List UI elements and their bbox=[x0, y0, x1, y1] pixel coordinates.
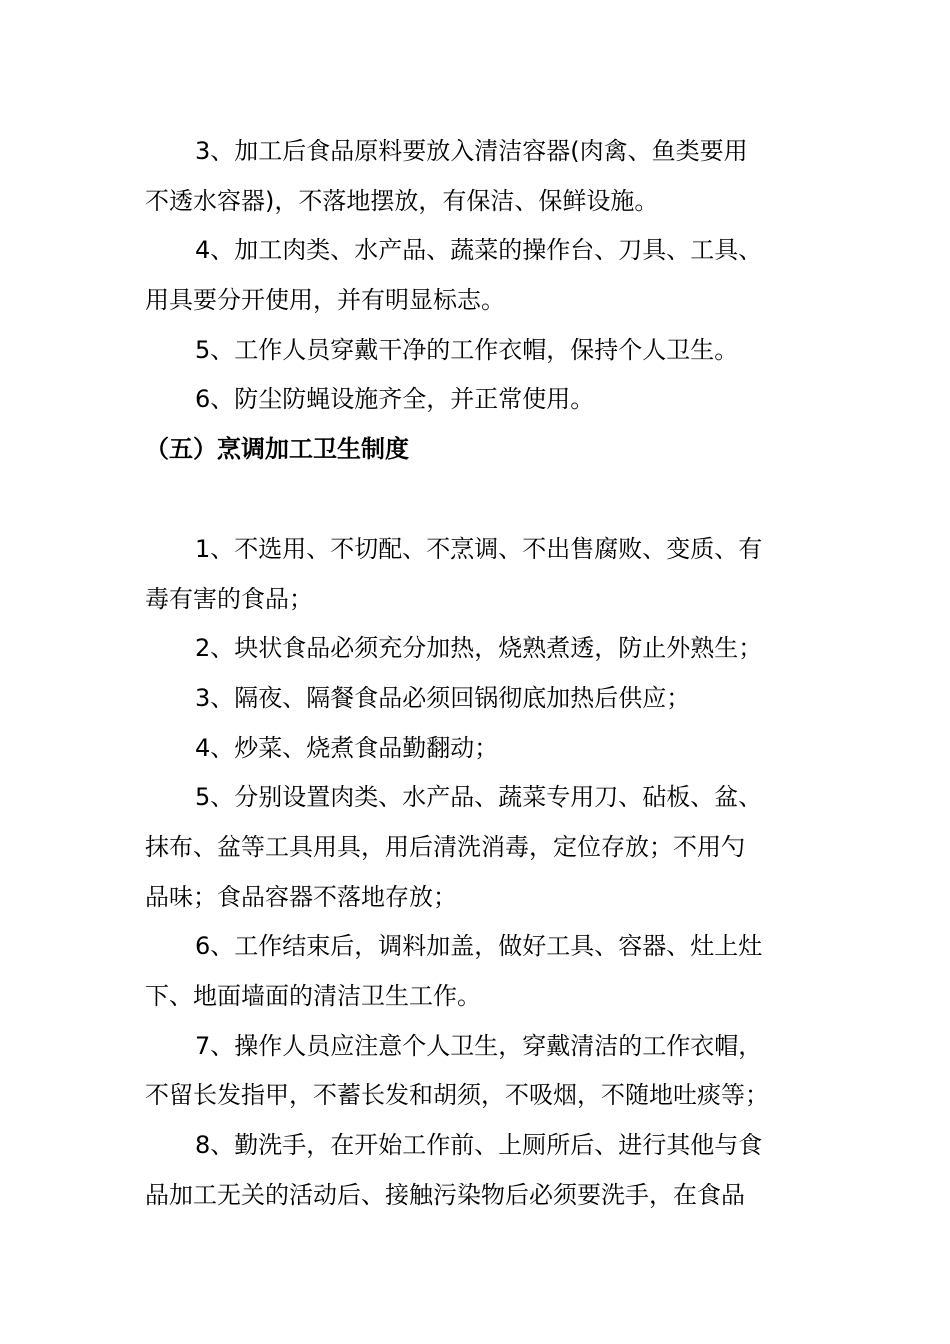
rule-3-line-1: 3、隔夜、隔餐食品必须回锅彻底加热后供应； bbox=[195, 684, 691, 712]
item-5-line-1: 5、工作人员穿戴干净的工作衣帽，保持个人卫生。 bbox=[195, 336, 739, 364]
rule-8-line-2: 品加工无关的活动后、接触污染物后必须要洗手，在食品 bbox=[145, 1181, 745, 1209]
rule-5-line-1: 5、分别设置肉类、水产品、蔬菜专用刀、砧板、盆、 bbox=[195, 783, 763, 811]
rule-4-line-1: 4、炒菜、烧煮食品勤翻动； bbox=[195, 734, 499, 762]
rule-6-line-1: 6、工作结束后，调料加盖，做好工具、容器、灶上灶 bbox=[195, 932, 763, 960]
rule-5-line-2: 抹布、盆等工具用具，用后清洗消毒，定位存放；不用勺 bbox=[145, 833, 745, 861]
item-3-line-1: 3、加工后食品原料要放入清洁容器(肉禽、鱼类要用 bbox=[195, 137, 748, 165]
rule-6-line-2: 下、地面墙面的清洁卫生工作。 bbox=[145, 982, 481, 1010]
rule-7-line-2: 不留长发指甲，不蓄长发和胡须，不吸烟，不随地吐痰等； bbox=[145, 1081, 769, 1109]
item-4-line-2: 用具要分开使用，并有明显标志。 bbox=[145, 286, 505, 314]
rule-1-line-1: 1、不选用、不切配、不烹调、不出售腐败、变质、有 bbox=[195, 535, 763, 563]
rule-5-line-3: 品味；食品容器不落地存放； bbox=[145, 883, 457, 911]
rule-8-line-1: 8、勤洗手，在开始工作前、上厕所后、进行其他与食 bbox=[195, 1131, 763, 1159]
item-4-line-1: 4、加工肉类、水产品、蔬菜的操作台、刀具、工具、 bbox=[195, 236, 763, 264]
rule-1-line-2: 毒有害的食品； bbox=[145, 585, 313, 613]
item-3-line-2: 不透水容器)，不落地摆放，有保洁、保鲜设施。 bbox=[145, 187, 659, 215]
rule-2-line-1: 2、块状食品必须充分加热，烧熟煮透，防止外熟生； bbox=[195, 634, 763, 662]
section-heading: （五）烹调加工卫生制度 bbox=[145, 435, 409, 463]
rule-7-line-1: 7、操作人员应注意个人卫生，穿戴清洁的工作衣帽， bbox=[195, 1032, 763, 1060]
item-6-line-1: 6、防尘防蝇设施齐全，并正常使用。 bbox=[195, 385, 595, 413]
